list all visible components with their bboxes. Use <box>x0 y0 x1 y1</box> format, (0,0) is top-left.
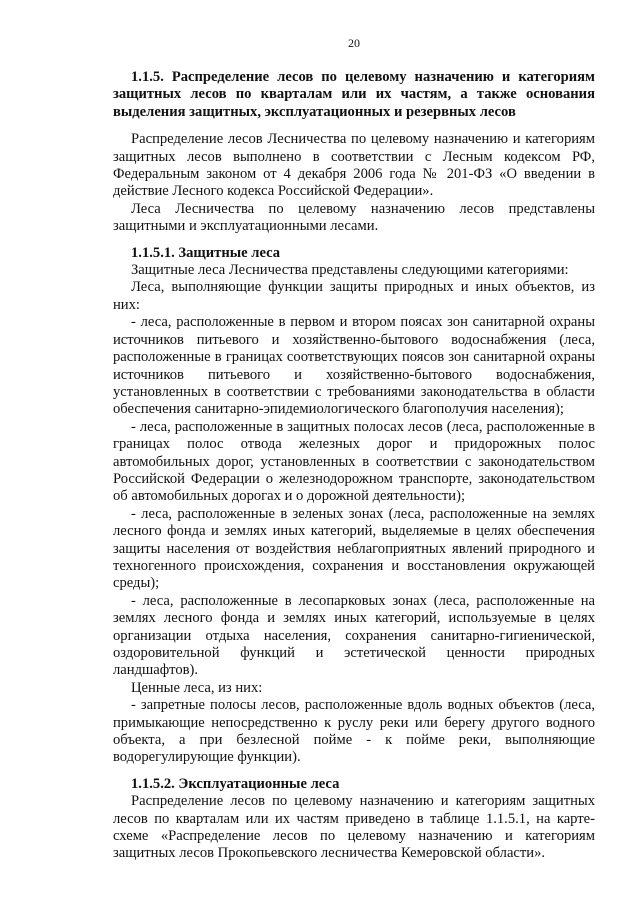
exploitation-text: Распределение лесов по целевому назначению и категориям защитных лесов по кварталам или их частям приведено в таблице 1.1.5.1, на карте-схеме «Распределение лесов по целевому назначению и категориям защитных лесов Прокопьевского лесничества Кемеровской области». <box>113 793 595 862</box>
protective-group-1: Леса, выполняющие функции защиты природных и иных объектов, из них: <box>113 279 595 313</box>
protective-intro: Защитные леса Лесничества представлены следующими категориями: <box>131 262 569 279</box>
page-number: 20 <box>348 36 360 50</box>
list-item: - запретные полосы лесов, расположенные вдоль водных объектов (леса, примыкающие непосредственно к руслу реки или берегу другого водного объекта, а при безлесной пойме - к пойме реки, выполняющие водорегулирующие функции). <box>113 697 595 766</box>
subsection-heading-exploitation: 1.1.5.2. Эксплуатационные леса <box>131 775 340 792</box>
subsection-heading-protective: 1.1.5.1. Защитные леса <box>131 244 281 261</box>
list-item: - леса, расположенные в защитных полосах лесов (леса, расположенные в границах полос отвода железных дорог и придорожных полос автомобильных дорог, установленных в соответствии с законодательством Российской Федерации о железнодорожном транспорте, законодательством об автомобильных дорогах и о дорожной деятельности); <box>113 418 595 505</box>
document-page <box>113 36 595 863</box>
protective-group-2: Ценные леса, из них: <box>131 679 263 696</box>
section-heading: 1.1.5. Распределение лесов по целевому назначению и категориям защитных лесов по кварталам или их частям, а также основания выделения защитных, эксплуатационных и резервных лесов <box>113 69 595 120</box>
paragraph-legal-basis: Распределение лесов Лесничества по целевому назначению и категориям защитных лесов выполнено в соответствии с Лесным кодексом РФ, Федеральным законом от 4 декабря 2006 года № 201-ФЗ «О введении в действие Лесного кодекса Российской Федерации». <box>113 131 595 200</box>
list-item: - леса, расположенные в зеленых зонах (леса, расположенные на землях лесного фонда и землях иных категорий, выделяемые в целях обеспечения защиты населения от воздействия неблагоприятных явлений природного и техногенного происхождения, сохранения и восстановления окружающей среды); <box>113 505 595 592</box>
list-item: - леса, расположенные в лесопарковых зонах (леса, расположенные на землях лесного фонда и землях иных категорий, используемые в целях организации отдыха населения, сохранения санитарно-гигиенической, оздоровительной функций и эстетической ценности природных ландшафтов). <box>113 592 595 679</box>
paragraph-forest-types: Леса Лесничества по целевому назначению лесов представлены защитными и эксплуатационными лесами. <box>113 200 595 235</box>
list-item: - леса, расположенные в первом и втором поясах зон санитарной охраны источников питьевого и хозяйственно-бытового водоснабжения (леса, расположенные в границах соответствующих поясов зон санитарной охраны источников питьевого и хозяйственно-бытового водоснабжения, установленных в соответствии с требованиями законодательства в области обеспечения санитарно-эпидемиологического благополучия населения); <box>113 314 595 418</box>
